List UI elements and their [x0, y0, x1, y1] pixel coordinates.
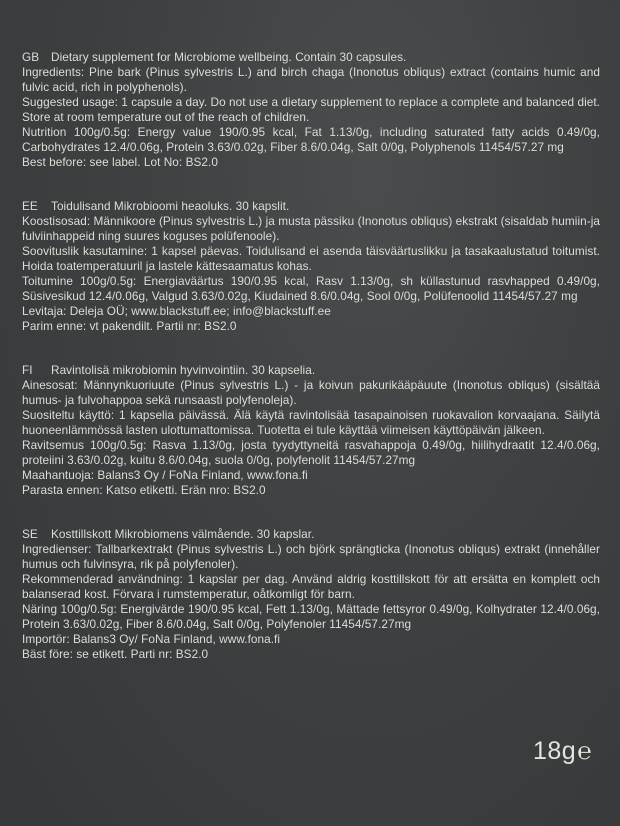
- ingredients-line: Ingredienser: Tallbarkextrakt (Pinus sylvestris L.) och björk sprängticka (Inonotus obliqus) extrakt (innehåller humus och fulvinsyra, rik på polyfenoler).: [22, 542, 600, 571]
- nutrition-line: Ravitsemus 100g/0.5g: Rasva 1.13/0g, josta tyydyttyneitä rasvahappoja 0.49/0g, hiilihydraatit 12.4/0.06g, proteiini 3.63/0.02g, kuitu 8.6/0.04g, suola 0/0g, polyfenolit 11454/57.27mg: [22, 438, 600, 467]
- title-text: Ravintolisä mikrobiomin hyvinvointiin. 30 kapselia.: [51, 363, 316, 377]
- language-code: FI: [22, 363, 33, 377]
- best-before-line: Parim enne: vt pakendilt. Partii nr: BS2.0: [22, 319, 237, 333]
- best-before-line: Best before: see label. Lot No: BS2.0: [22, 155, 218, 169]
- section-title: [22, 199, 600, 214]
- title-text: Dietary supplement for Microbiome wellbeing. Contain 30 capsules.: [51, 50, 407, 64]
- section-ee: [22, 199, 600, 334]
- label-text-block: [22, 50, 600, 691]
- nutrition-line: Toitumine 100g/0.5g: Energiaväärtus 190/0.95 kcal, Rasv 1.13/0g, sh küllastunud rasvhapped 0.49/0g, Süsivesikud 12.4/0.06g, Valgud 3.63/0.02g, Kiudained 8.6/0.04g, Sool 0/0g, Polüfenoolid 11454/57.27 mg: [22, 274, 600, 303]
- usage-line: Rekommenderad användning: 1 kapslar per dag. Använd aldrig kosttillskott för att ersätta en komplett och balanserad kost. Förvara i rumstemperatur, oåtkomligt för barn.: [22, 572, 600, 601]
- title-text: Toidulisand Mikrobioomi heaoluks. 30 kapslit.: [51, 199, 290, 213]
- ingredients-line: Koostisosad: Männikoore (Pinus sylvestris L.) ja musta pässiku (Inonotus obliqus) ekstrakt (sisaldab humiin-ja fulviinhappeid ning suures koguses polüfenoole).: [22, 214, 600, 243]
- distributor-line: Levitaja: Deleja OÜ; www.blackstuff.ee; info@blackstuff.ee: [22, 304, 331, 318]
- title-text: Kosttillskott Mikrobiomens välmående. 30 kapslar.: [51, 527, 315, 541]
- section-se: [22, 527, 600, 662]
- importer-line: Maahantuoja: Balans3 Oy / FoNa Finland, www.fona.fi: [22, 468, 308, 482]
- nutrition-line: Näring 100g/0.5g: Energivärde 190/0.95 kcal, Fett 1.13/0g, Mättade fettsyror 0.49/0g, Kolhydrater 12.4/0.06g, Protein 3.63/0.02g, Fiber 8.6/0.04g, Salt 0/0g, Polyfenoler 11454/57.27mg: [22, 602, 600, 631]
- importer-line: Importör: Balans3 Oy/ FoNa Finland, www.fona.fi: [22, 632, 281, 646]
- ingredients-line: Ainesosat: Männynkuoriuute (Pinus sylvestris L.) - ja koivun pakurikääpäuute (Inonotus obliqus) (sisältää humus- ja fulvohappoa sekä runsaasti polyfenoleja).: [22, 378, 600, 407]
- usage-line: Suggested usage: 1 capsule a day. Do not use a dietary supplement to replace a complete and balanced diet. Store at room temperature out of the reach of children.: [22, 95, 600, 124]
- section-gb: [22, 50, 600, 170]
- best-before-line: Bäst före: se etikett. Parti nr: BS2.0: [22, 647, 209, 661]
- best-before-line: Parasta ennen: Katso etiketti. Erän nro: BS2.0: [22, 483, 266, 497]
- language-code: EE: [22, 199, 38, 213]
- net-weight: [533, 737, 592, 766]
- language-code: SE: [22, 527, 38, 541]
- estimated-sign-icon: ℮: [577, 738, 593, 765]
- language-code: GB: [22, 50, 40, 64]
- ingredients-line: Ingredients: Pine bark (Pinus sylvestris L.) and birch chaga (Inonotus obliqus) extract (contains humic and fulvic acid, rich in polyphenols).: [22, 65, 600, 94]
- usage-line: Soovituslik kasutamine: 1 kapsel päevas. Toidulisand ei asenda täisväärtuslikku ja tasakaalustatud toitumist. Hoida toatemperatuuril ja lastele kättesaamatus kohas.: [22, 244, 600, 273]
- section-title: [22, 527, 600, 542]
- usage-line: Suositeltu käyttö: 1 kapselia päivässä. Älä käytä ravintolisää tasapainoisen ruokavalion korvaajana. Säilytä huoneenlämmössä lasten ulottumattomissa. Tuotetta ei tule käyttää viimeisen käyttöpäivän jälkeen.: [22, 408, 600, 437]
- section-fi: [22, 363, 600, 498]
- net-weight-value: 18g: [533, 737, 577, 765]
- nutrition-line: Nutrition 100g/0.5g: Energy value 190/0.95 kcal, Fat 1.13/0g, including saturated fatty acids 0.49/0g, Carbohydrates 12.4/0.06g, Protein 3.63/0.02g, Fiber 8.6/0.04g, Salt 0/0g, Polyphenols 11454/57.27 mg: [22, 125, 600, 154]
- section-title: [22, 50, 600, 65]
- section-title: [22, 363, 600, 378]
